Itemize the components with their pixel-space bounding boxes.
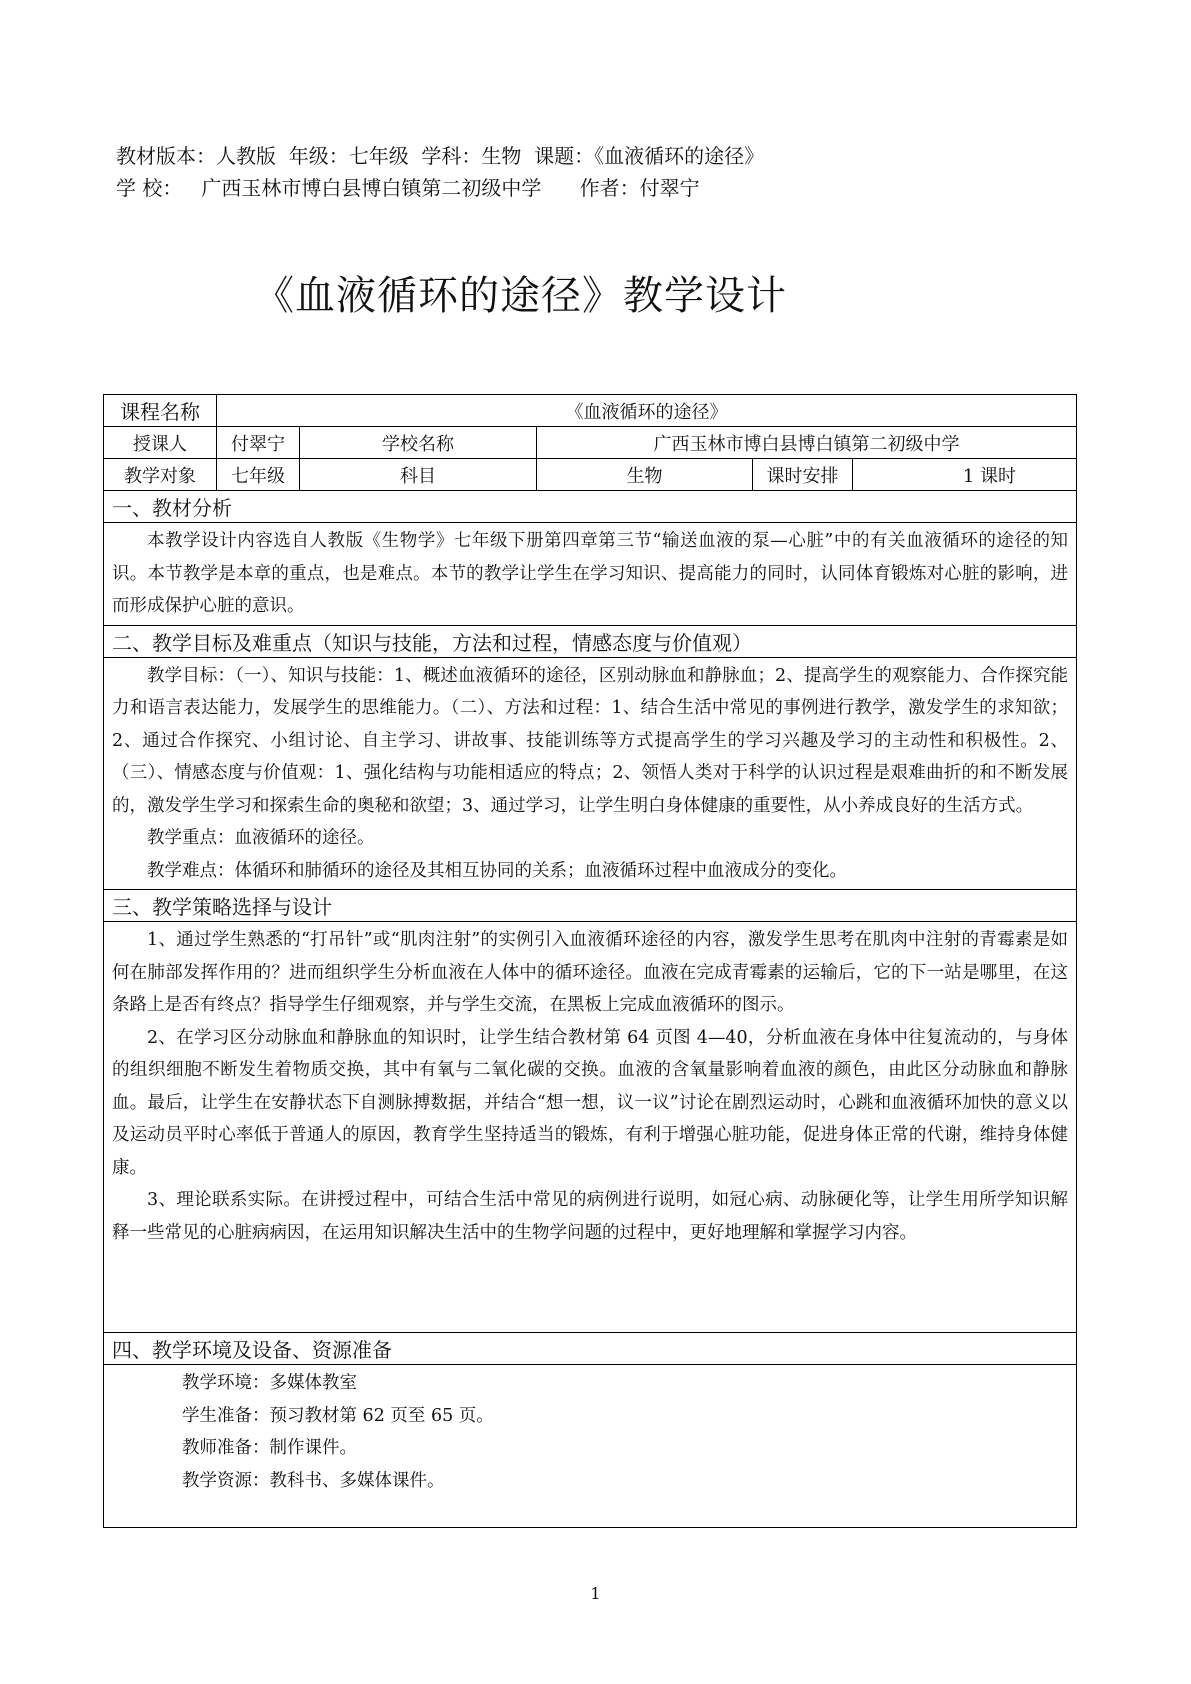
section-3-heading: 三、教学策略选择与设计 — [104, 890, 1077, 922]
section-2-paragraph: 教学目标：（一）、知识与技能：1、概述血液循环的途径，区别动脉血和静脉血；2、提高学生的观察能力、合作探究能力和语言表达能力，发展学生的思维能力。（二）、方法和过程：1、结合生活中常见的事例进行教学，激发学生的求知欲；2、通过合作探究、小组讨论、自主学习、讲故事、技能训练等方式提高学生的学习兴趣及学习的主动性和积极性。2、（三）、情感态度与价值观：1、强化结构与功能相适应的特点；2、领悟人类对于科学的认识过程是艰难曲折的和不断发展的，激发学生学习和探索生命的奥秘和欲望；3、通过学习，让学生明白身体健康的重要性，从小养成良好的生活方式。 — [112, 665, 1069, 816]
section-1-body — [104, 523, 1077, 626]
section-2-body — [104, 657, 1077, 890]
header-line-2: 学 校： 广西玉林市博白县博白镇第二初级中学 作者：付翠宁 — [116, 176, 700, 200]
course-row — [104, 395, 1077, 427]
section-1-paragraph: 本教学设计内容选自人教版《生物学》七年级下册第四章第三节“输送血液的泵—心脏”中的有关血液循环的途径的知识。本节教学是本章的重点，也是难点。本节的教学让学生在学习知识、提高能力的同时，认同体育锻炼对心脏的影响，进而形成保护心脏的意识。 — [112, 531, 1069, 616]
school-value: 广西玉林市博白县博白镇第二初级中学 — [537, 427, 1077, 459]
header-line-1: 教材版本：人教版 年级：七年级 学科：生物 课题：《血液循环的途径》 — [116, 144, 765, 168]
target-value: 七年级 — [217, 459, 300, 491]
section-3-paragraph: 2、在学习区分动脉血和静脉血的知识时，让学生结合教材第 64 页图 4—40，分析血液在身体中往复流动的，与身体的组织细胞不断发生着物质交换，其中有氧与二氧化碳的交换。血液的含氧量影响着血液的颜色，由此区分动脉血和静脉血。最后，让学生在安静状态下自测脉搏数据，并结合“想一想，议一议”讨论在剧烈运动时，心跳和血液循环加快的意义以及运动员平时心率低于普通人的原因，教育学生坚持适当的锻炼，有利于增强心脏功能，促进身体正常的代谢，维持身体健康。 — [112, 1027, 1069, 1178]
target-row — [104, 459, 1077, 491]
section-2-paragraph: 教学难点：体循环和肺循环的途径及其相互协同的关系；血液循环过程中血液成分的变化。 — [147, 860, 847, 881]
section-1-heading: 一、教材分析 — [104, 491, 1077, 523]
section-2-heading: 二、教学目标及难重点（知识与技能，方法和过程，情感态度与价值观） — [104, 625, 1077, 657]
teacher-value: 付翠宁 — [217, 427, 300, 459]
hours-value: 1 课时 — [853, 459, 1077, 491]
hours-label: 课时安排 — [753, 459, 853, 491]
document-title — [0, 268, 1191, 324]
subject-label: 科目 — [300, 459, 537, 491]
section-4-paragraph: 教学环境：多媒体教室 — [182, 1373, 357, 1393]
school-label: 学校名称 — [300, 427, 537, 459]
section-3-paragraph: 3、理论联系实际。在讲授过程中，可结合生活中常见的病例进行说明，如冠心病、动脉硬化等，让学生用所学知识解释一些常见的心脏病病因，在运用知识解决生活中的生物学问题的过程中，更好地理解和掌握学习内容。 — [112, 1190, 1069, 1243]
subject-value: 生物 — [537, 459, 753, 491]
section-2-paragraph: 教学重点：血液循环的途径。 — [147, 828, 375, 848]
section-4-heading: 四、教学环境及设备、资源准备 — [104, 1333, 1077, 1365]
target-label: 教学对象 — [104, 459, 217, 491]
section-3-body — [104, 922, 1077, 1333]
page-number: 1 — [590, 1584, 601, 1603]
section-4-paragraph: 教师准备：制作课件。 — [182, 1438, 357, 1458]
section-3-paragraph: 1、通过学生熟悉的“打吊针”或“肌肉注射”的实例引入血液循环途径的内容，激发学生思考在肌肉中注射的青霉素是如何在肺部发挥作用的？进而组织学生分析血液在人体中的循环途径。血液在完成青霉素的运输后，它的下一站是哪里，在这条路上是否有终点？指导学生仔细观察，并与学生交流，在黑板上完成血液循环的图示。 — [112, 930, 1069, 1015]
section-4-body — [104, 1365, 1077, 1528]
teacher-row — [104, 427, 1077, 459]
section-4-paragraph: 学生准备：预习教材第 62 页至 65 页。 — [182, 1405, 494, 1426]
lesson-plan-table — [103, 394, 1077, 1528]
teacher-label: 授课人 — [104, 427, 217, 459]
document-title-text: 《血液循环的途径》教学设计 — [254, 273, 787, 319]
section-4-paragraph: 教学资源：教科书、多媒体课件。 — [182, 1470, 445, 1491]
course-value: 《血液循环的途径》 — [217, 395, 1077, 427]
course-label: 课程名称 — [104, 395, 217, 427]
